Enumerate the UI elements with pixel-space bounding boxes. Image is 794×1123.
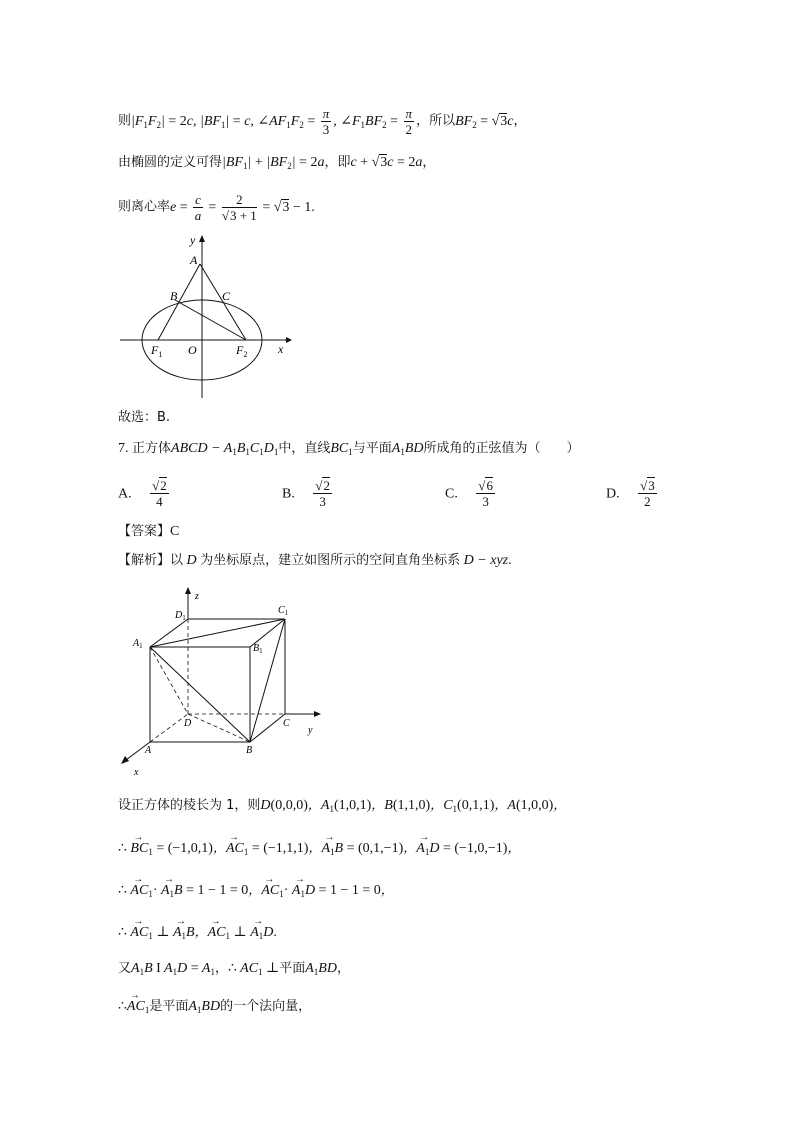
s5-formula: $A_1B$ I $A_1D = A_1$ [131,961,215,977]
option-c-den: 3 [482,494,489,509]
solution-line-2 [118,838,520,862]
label-A-cube: A [145,745,152,756]
label-y-cube: y [308,725,313,736]
l2-prefix: 由椭圆的定义可得 [118,155,223,170]
option-b: B. $\frac{√2}{3}$ [282,478,330,509]
option-b-label: B. [282,486,295,502]
l2-formula: $|BF_1| + |BF_2| = 2a$ [222,155,325,171]
line-1 [118,106,527,137]
option-a-num: 2 [160,478,167,493]
s5-prefix: 又 [118,961,132,976]
s5-plane: $A_1BD$ [305,961,337,977]
s5-end: ， [336,961,350,976]
s3-dot: ∴ → $AC_1\cdot \to A_1B = 1 - 1 = 0$，→ $AC_1\cdot \to A_1D = 1 - 1 = 0$， [118,883,394,898]
s6-end: 的一个法向量， [220,999,312,1014]
analysis-text2: 为坐标原点，建立如图所示的空间直角坐标系 [200,553,461,568]
option-c: C. $\frac{√6}{3}$ [445,478,493,509]
l1-formula: $|F_1F_2| = 2c$, $|BF_1| = c$, $\angle AF_1F_2$ = $\frac{\pi}{3}$ , $\angle F_1BF_2$ = $\frac{\pi}{2}$ [131,106,413,137]
q7-cube: ABCD − $A_1B_1C_1D_1$ [171,441,279,457]
option-d-label: D. [606,486,620,502]
label-D: D [184,718,192,729]
analysis-system: D − xyz [460,553,509,568]
analysis-tag: 【解析】 [118,553,171,568]
option-a-label: A. [118,486,132,502]
s6-mid: 是平面 [149,999,189,1014]
line-2 [118,152,435,176]
l2-mid: ，即 [324,155,351,170]
q7-prefix: 正方体 [132,441,172,456]
label-y: y [190,233,196,247]
solution-line-4 [118,922,277,946]
s2-vectors: ∴ → $BC_1 = (-1,0,1)$，→ $AC_1 = (-1,1,1)$，→ $A_1B = (0,1,-1)$，→ $A_1D = (-1,0,-1)$， [118,841,520,856]
s1-coords: D(0,0,0)，$A_1(1,0,1)$，B(1,1,0)，$C_1(0,1,1)$，A(1,0,0)， [260,798,567,814]
choose-line: 故选：B. [118,410,171,425]
l1-end: ， [513,113,527,129]
s6-vec: → $AC_1$ [127,999,149,1014]
q7-end: 所成角的正弦值为（ ） [423,441,580,456]
answer-value: C [170,524,180,539]
solution-line-1 [118,795,566,819]
option-d: D. $\frac{√3}{2}$ [606,478,655,509]
s5-formula-2: ∴ $AC_1$ ⊥ [227,961,280,977]
analysis-end: . [508,553,512,568]
option-a-den: 4 [156,494,163,509]
label-F2: $F_2$ [236,343,248,359]
l2-end: ， [422,155,436,170]
label-C-cube: C [283,718,290,729]
solution-line-3 [118,880,394,904]
label-B1: $B_1$ [253,643,263,655]
answer-tag: 【答案】 [118,524,171,539]
analysis-origin: D [183,553,201,568]
s6-prefix: ∴ [118,999,127,1014]
option-d-num: 3 [648,478,655,493]
l2-formula-2: c + √3c = 2a [350,155,423,170]
q7-plane: $A_1BD$ [391,441,424,457]
s5-mid: ， [214,961,228,976]
q7-line: $BC_1$ [330,441,353,457]
label-C: C [222,289,231,303]
label-O: O [188,343,197,357]
q7-mid: 中，直线 [278,441,331,456]
s1-prefix: 设正方体的棱长为 1，则 [118,798,261,813]
analysis-text1: 以 [170,553,184,568]
solution-line-5 [118,958,350,982]
option-c-label: C. [445,486,458,502]
label-x-cube: x [134,767,139,778]
answer-line [118,521,179,542]
l3-formula: e = $\frac{c}{a}$ = $\frac{2}{√3 + 1}$ = √3 − 1. [170,192,315,223]
label-A1: $A_1$ [133,638,143,650]
label-B-cube: B [246,745,253,756]
label-x: x [278,342,284,356]
ellipse-figure [118,230,298,405]
label-C1: $C_1$ [278,605,289,617]
label-A: A [190,253,198,267]
option-d-den: 2 [644,494,651,509]
solution-line-6 [118,996,311,1020]
s6-plane: $A_1BD$ [188,999,221,1015]
l3-prefix: 则离心率 [118,199,171,215]
label-F1: $F_1$ [151,343,163,359]
analysis-line [118,550,512,571]
s5-mid2: 平面 [279,961,306,976]
l1-prefix: 则 [118,113,132,129]
label-z: z [195,591,199,602]
q7-num: 7. [118,441,132,456]
cube-figure [118,585,328,780]
q7-mid2: 与平面 [352,441,392,456]
line-3 [118,192,315,223]
option-c-num: 6 [486,478,493,493]
l1-formula-2: $BF_2 = √3c$ [455,113,514,130]
s4-perp: ∴ → $AC_1$ ⊥ → $A_1B$，→ $AC_1$ ⊥ → $A_1D$. [118,925,277,940]
l1-mid: ，所以 [416,113,456,129]
option-a: A. $\frac{√2}{4}$ [118,478,167,509]
label-D1: $D_1$ [175,610,186,622]
option-b-num: 2 [323,478,330,493]
question-7 [118,438,580,462]
option-b-den: 3 [319,494,326,509]
label-B: B [170,289,178,303]
